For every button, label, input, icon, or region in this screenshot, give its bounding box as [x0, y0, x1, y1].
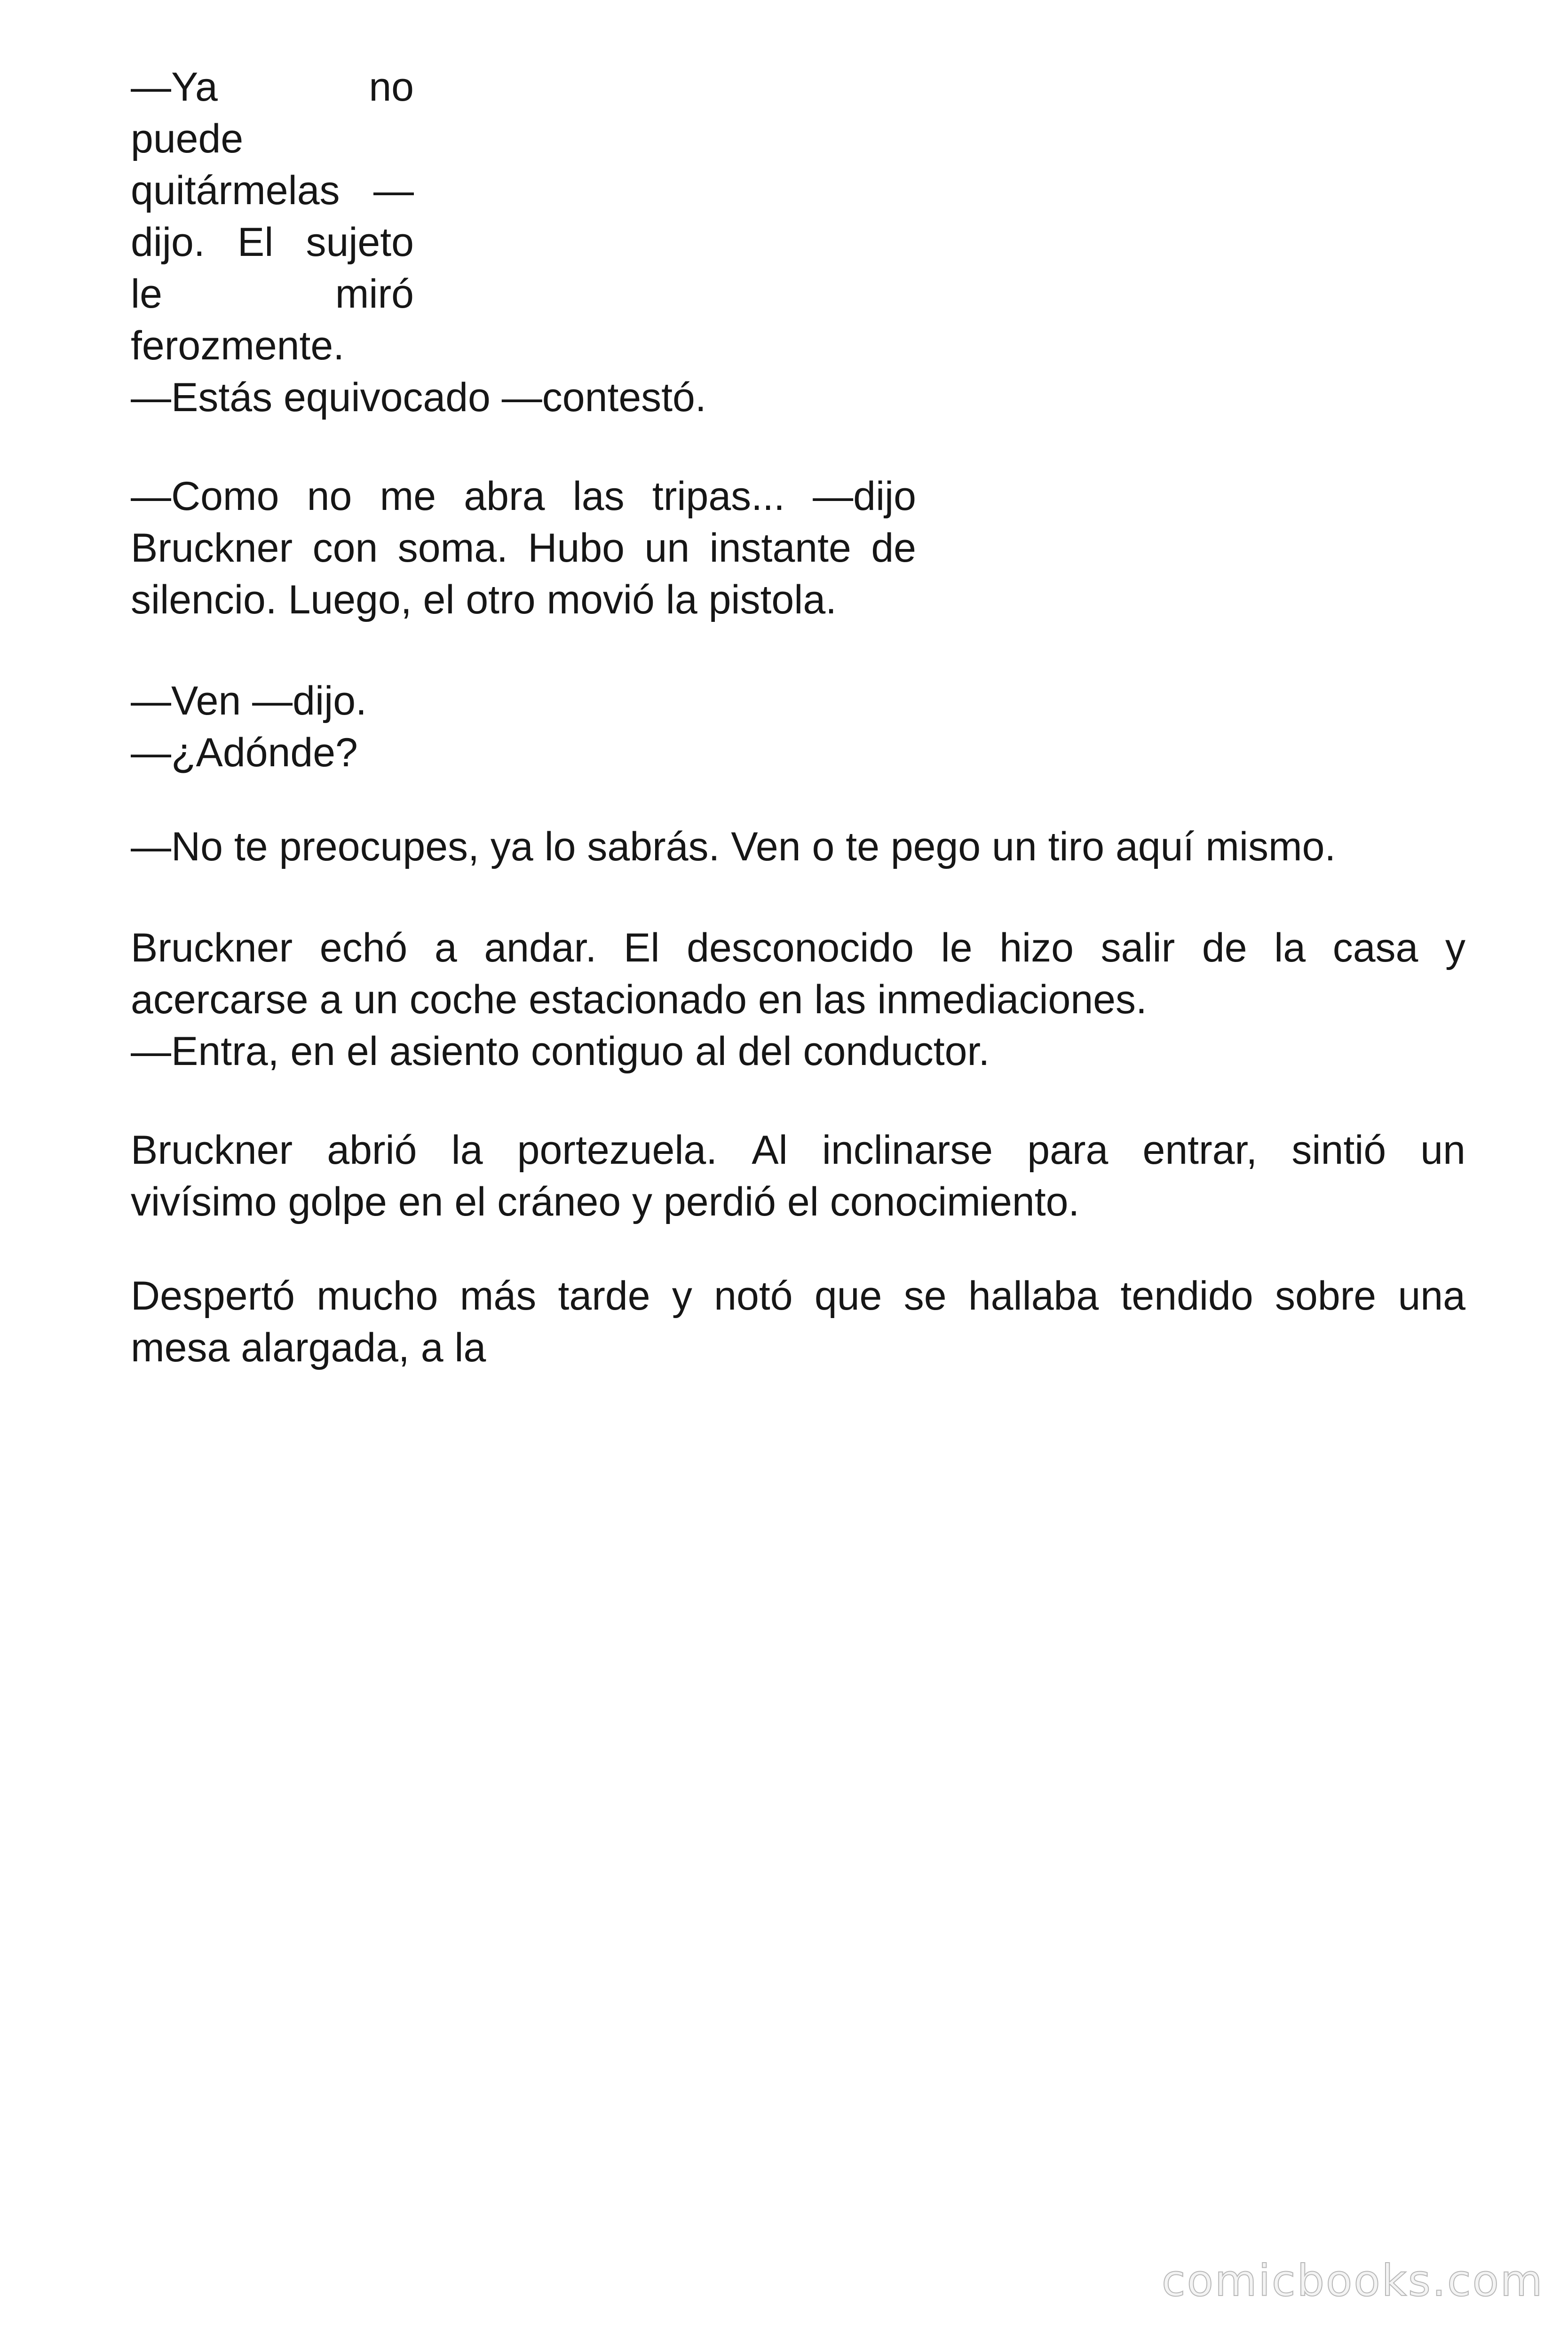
text-line: —Estás equivocado —contestó. — [131, 375, 706, 420]
text-line: Bruckner abrió la portezuela. Al inclinarse para entrar, sintió un — [131, 1128, 1465, 1173]
text-line: acercarse a un coche estacionado en las inmediaciones. — [131, 977, 1147, 1022]
text-line: le miró — [131, 271, 414, 317]
paragraph-tripas — [131, 470, 916, 626]
text-line: —Ya no — [131, 64, 414, 110]
text-line: —Como no me abra las tripas... —dijo — [131, 474, 916, 519]
text-line: —Ven —dijo. — [131, 678, 367, 723]
text-line: Bruckner con soma. Hubo un instante de — [131, 525, 916, 571]
paragraph-no-te-preocupes — [131, 821, 1336, 873]
text-line: puede — [131, 116, 244, 161]
text-line: quitármelas — — [131, 168, 414, 213]
text-line: silencio. Luego, el otro movió la pistola. — [131, 577, 837, 622]
paragraph-echo-a-andar — [131, 922, 1465, 1077]
watermark: comicbooks.com — [1162, 2256, 1544, 2306]
paragraph-ven — [131, 675, 367, 779]
text-line: dijo. El sujeto — [131, 220, 414, 265]
text-line: vivísimo golpe en el cráneo y perdió el conocimiento. — [131, 1179, 1080, 1224]
text-line: ferozmente. — [131, 323, 345, 368]
paragraph-portezuela — [131, 1124, 1465, 1228]
paragraph-desperto — [131, 1270, 1465, 1374]
text-line: —No te preocupes, ya lo sabrás. Ven o te pego un tiro aquí mismo. — [131, 824, 1336, 869]
text-line: mesa alargada, a la — [131, 1325, 486, 1370]
text-line: —Entra, en el asiento contiguo al del conductor. — [131, 1029, 990, 1074]
text-line: —¿Adónde? — [131, 730, 358, 775]
text-line: Bruckner echó a andar. El desconocido le hizo salir de la casa y — [131, 925, 1465, 970]
paragraph-dialogue-narrow — [131, 61, 706, 423]
text-line: Despertó mucho más tarde y notó que se hallaba tendido sobre una — [131, 1273, 1465, 1319]
